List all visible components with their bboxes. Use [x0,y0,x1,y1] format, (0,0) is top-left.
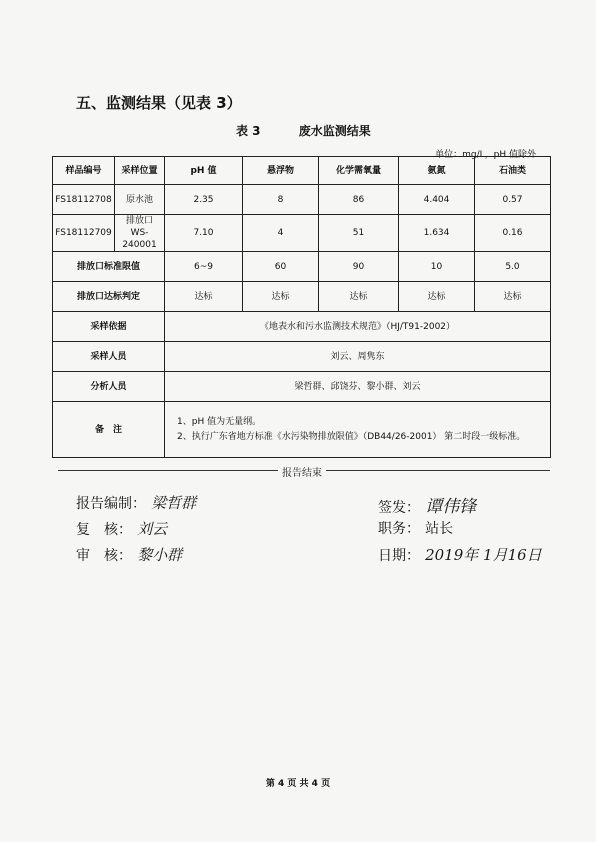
table-number: 表 3 [236,124,261,138]
remark-line: 2、执行广东省地方标准《水污染物排放限值》（DB44/26-2001） 第二时段一级标准。 [177,431,526,442]
cod-value: 51 [319,215,399,252]
compiler-field [76,492,196,513]
judge-row [53,282,551,312]
limit-row [53,252,551,282]
header-cell: 石油类 [475,157,551,185]
ph-value: 2.35 [165,185,243,215]
limit-value: 10 [399,252,475,282]
compiler-label: 报告编制： [76,496,146,512]
analysts-label: 分析人员 [53,372,165,402]
judge-value: 达标 [243,282,319,312]
page-footer: 第 4 页 共 4 页 [265,779,331,789]
judge-value: 达标 [319,282,399,312]
limit-value: 60 [243,252,319,282]
judge-value: 达标 [165,282,243,312]
samplers-label: 采样人员 [53,342,165,372]
sample-location: 原水池 [115,185,165,215]
sample-location: 排放口 WS-240001 [115,215,165,252]
compiler-signature: 梁哲群 [151,494,197,512]
approver-label: 审 核： [76,548,132,564]
suspended-solids: 8 [243,185,319,215]
samplers-value: 刘云、周隽东 [165,342,551,372]
section-title: 五、监测结果（见表 3） [76,94,242,112]
sample-id: FS18112709 [53,215,115,252]
issuer-signature: 谭伟锋 [425,497,477,517]
basis-label: 采样依据 [53,312,165,342]
limit-row-label: 排放口标准限值 [53,252,165,282]
divider-left [58,470,278,471]
position-label: 职务： [378,521,420,537]
remarks-value [165,402,551,458]
samplers-row [53,342,551,372]
position-field [378,518,453,538]
judge-value: 达标 [475,282,551,312]
remarks-row [53,402,551,458]
table-caption [236,122,405,139]
wastewater-results-table [52,156,551,458]
header-cell: pH 值 [165,157,243,185]
ph-value: 7.10 [165,215,243,252]
judge-row-label: 排放口达标判定 [53,282,165,312]
issuer-label: 签发： [378,500,420,516]
header-row [53,157,551,185]
petroleum-value: 0.16 [475,215,551,252]
cod-value: 86 [319,185,399,215]
limit-value: 6~9 [165,252,243,282]
reviewer-field [76,518,167,539]
issuer-field [378,492,476,517]
date-field [378,544,542,565]
remark-line: 1、pH 值为无量纲。 [177,416,262,427]
unit-note: 单位：mg/L，pH 值除外 [435,150,536,160]
position-value: 站长 [425,521,454,537]
analysts-value: 梁哲群、邱饶芬、黎小群、刘云 [165,372,551,402]
basis-value: 《地表水和污水监测技术规范》（HJ/T91-2002） [165,312,551,342]
analysts-row [53,372,551,402]
table-title: 废水监测结果 [298,124,371,138]
sample-id: FS18112708 [53,185,115,215]
table-row [53,215,551,252]
header-cell: 化学需氧量 [319,157,399,185]
header-cell: 悬浮物 [243,157,319,185]
header-cell: 样品编号 [53,157,115,185]
approver-field [76,544,182,565]
report-end-text: 报告结束 [282,468,322,479]
date-label: 日期： [378,548,420,564]
remarks-label: 备 注 [53,402,165,458]
header-cell: 采样位置 [115,157,165,185]
divider-right [326,470,550,471]
date-value: 2019年 1月16日 [425,546,542,564]
ammonia-nitrogen: 1.634 [399,215,475,252]
petroleum-value: 0.57 [475,185,551,215]
judge-value: 达标 [399,282,475,312]
header-cell: 氨氮 [399,157,475,185]
limit-value: 5.0 [475,252,551,282]
table-row [53,185,551,215]
ammonia-nitrogen: 4.404 [399,185,475,215]
basis-row [53,312,551,342]
reviewer-signature: 刘云 [137,520,168,538]
reviewer-label: 复 核： [76,522,132,538]
suspended-solids: 4 [243,215,319,252]
approver-signature: 黎小群 [137,546,183,564]
limit-value: 90 [319,252,399,282]
